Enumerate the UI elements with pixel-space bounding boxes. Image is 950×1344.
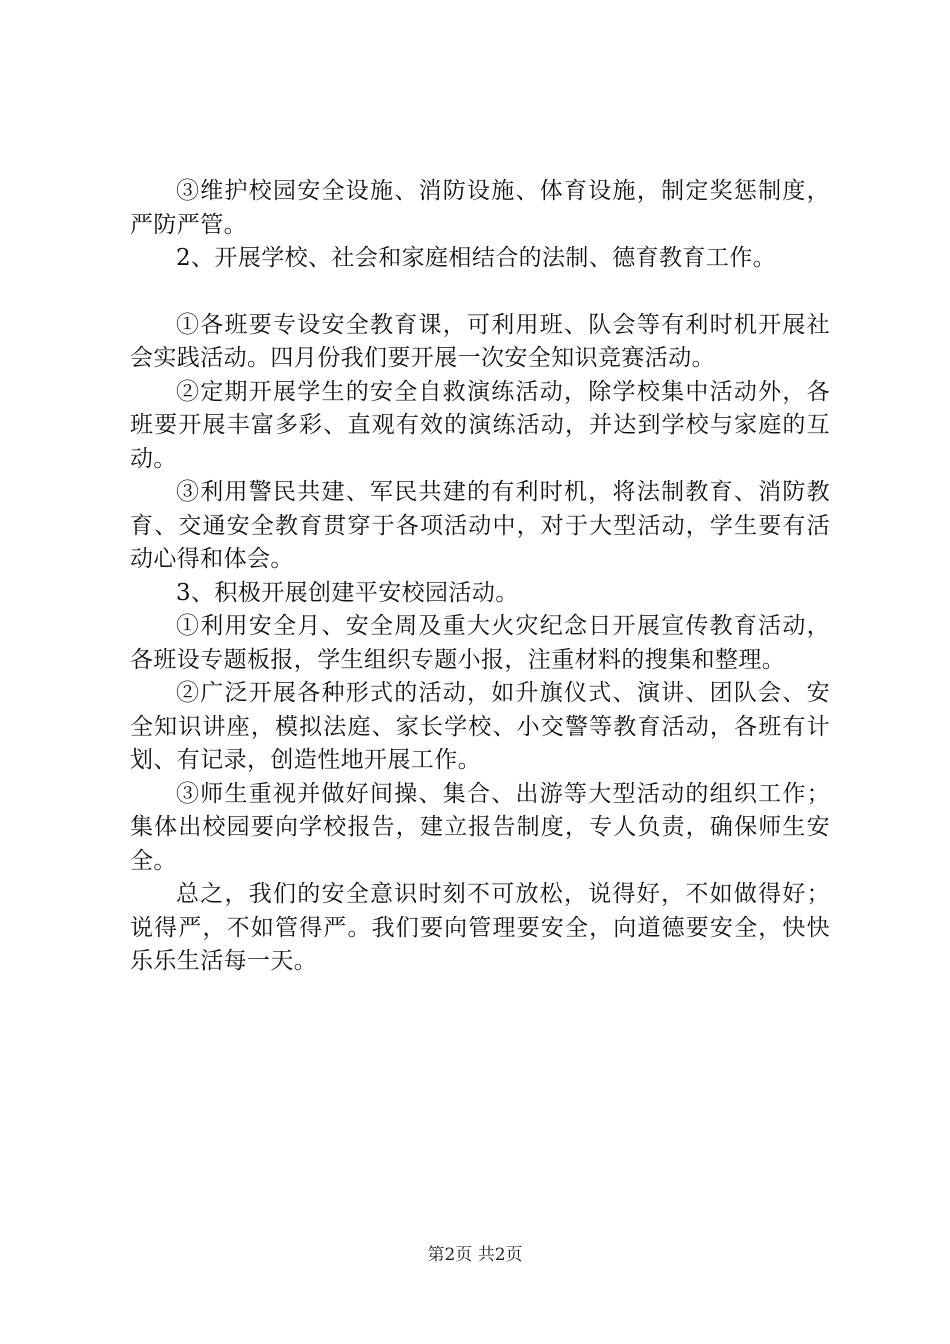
heading-legal-moral-education: 2、开展学校、社会和家庭相结合的法制、德育教育工作。	[176, 245, 777, 271]
paragraph-various-activities: ②广泛开展各种形式的活动，如升旗仪式、演讲、团队会、安全知识讲座，模拟法庭、家长学校、小交警等教育活动，各班有计划、有记录，创造性地开展工作。	[130, 680, 830, 773]
paragraph-self-rescue-drill: ②定期开展学生的安全自救演练活动，除学校集中活动外，各班要开展丰富多彩、直观有效的演练活动，并达到学校与家庭的互动。	[130, 378, 830, 472]
heading-safe-campus: 3、积极开展创建平安校园活动。	[176, 579, 519, 606]
paragraph-safety-course: ①各班要专设安全教育课，可利用班、队会等有利时机开展社会实践活动。四月份我们要开展一次安全知识竞赛活动。	[130, 311, 830, 371]
paragraph-joint-construction: ③利用警民共建、军民共建的有利时机，将法制教育、消防教育、交通安全教育贯穿于各项活动中，对于大型活动，学生要有活动心得和体会。	[130, 479, 830, 572]
document-body	[130, 175, 830, 979]
paragraph-conclusion: 总之，我们的安全意识时刻不可放松，说得好，不如做得好；说得严，不如管得严。我们要向管理要安全，向道德要安全，快快乐乐生活每一天。	[130, 881, 830, 974]
paragraph-safety-month: ①利用安全月、安全周及重大火灾纪念日开展宣传教育活动，各班设专题板报，学生组织专题小报，注重材料的搜集和整理。	[130, 613, 830, 673]
page-footer	[0, 1244, 950, 1266]
paragraph-facilities: ③维护校园安全设施、消防设施、体育设施，制定奖惩制度，严防严管。	[130, 178, 830, 238]
page-number-label: 第2页 共2页	[427, 1245, 523, 1265]
paragraph-large-activities: ③师生重视并做好间操、集合、出游等大型活动的组织工作；集体出校园要向学校报告，建立报告制度，专人负责，确保师生安全。	[130, 780, 830, 874]
